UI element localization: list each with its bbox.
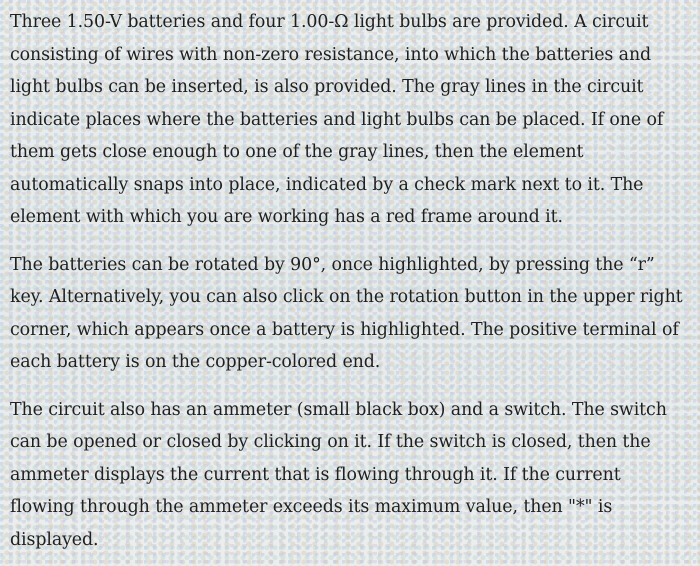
paragraph-battery-rotation: The batteries can be rotated by 90°, once highlighted, by pressing the “r” key. Alternatively, you can also click on the rotation button in the upper right corner, which appears once a battery is highlighted. The positive terminal of each battery is on the copper-colored end. (10, 254, 683, 372)
paragraph-ammeter-switch: The circuit also has an ammeter (small black box) and a switch. The switch can be opened or closed by clicking on it. If the switch is closed, then the ammeter displays the current that is flowing through it. If the current flowing through the ammeter exceeds its maximum value, then "*" is displayed. (10, 399, 667, 550)
paragraph-circuit-description: Three 1.50-V batteries and four 1.00-Ω light bulbs are provided. A circuit consisting of wires with non-zero resistance, into which the batteries and light bulbs can be inserted, is also provided. The gray lines in the circuit indicate places where the batteries and light bulbs can be placed. If one of them gets close enough to one of the gray lines, then the element automatically snaps into place, indicated by a check mark next to it. The element with which you are working has a red frame around it. (10, 12, 664, 227)
